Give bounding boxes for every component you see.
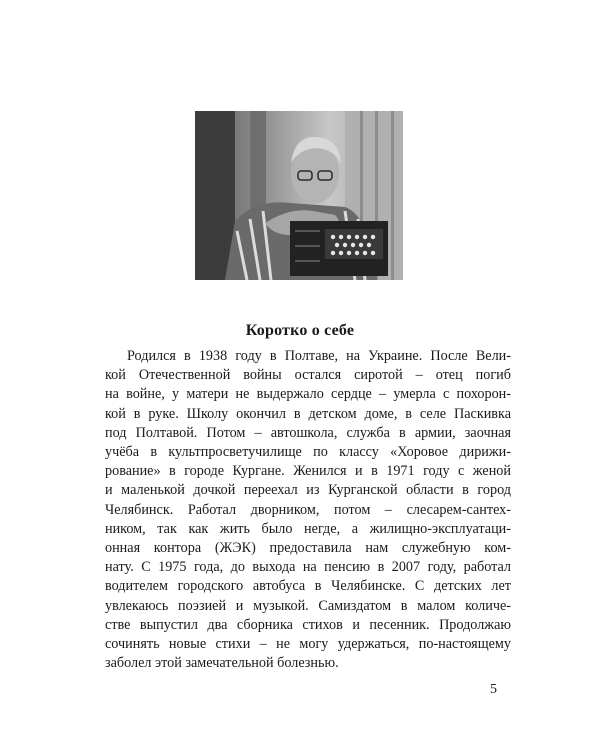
author-photo xyxy=(195,111,403,280)
biography-text xyxy=(105,347,511,673)
text-line: водителем городского автобуса в Челябинске. С детских лет xyxy=(105,578,511,595)
text-line: ником, так как жить было негде, а жилищно-эксплуатаци- xyxy=(105,520,511,537)
text-line: увлекаюсь поэзией и музыкой. Самиздатом в малом количе- xyxy=(105,597,511,614)
page-number: 5 xyxy=(490,682,497,697)
text-line: на войне, у матери не выдержало сердце – умерла с похорон- xyxy=(105,386,511,403)
text-line: стве выпустил два сборника стихов и песенник. Продолжаю xyxy=(105,616,511,633)
section-heading: Коротко о себе xyxy=(245,322,355,339)
text-line: Челябинск. Работал дворником, потом – слесарем-сантех- xyxy=(105,501,511,518)
text-line: кой в руке. Школу окончил в детском доме, в селе Паскивка xyxy=(105,405,511,422)
text-line: и маленькой дочкой переехал из Курганской области в город xyxy=(105,482,511,499)
text-line: под Полтавой. Потом – автошкола, служба в армии, заочная xyxy=(105,424,511,441)
text-line: учёба в культпросветучилище по классу «Хоровое дирижи- xyxy=(105,444,511,461)
text-line: Родился в 1938 году в Полтаве, на Украине. После Вели- xyxy=(127,348,511,364)
text-line: нату. С 1975 года, до выхода на пенсию в 2007 году, работал xyxy=(105,559,511,576)
text-line: онная контора (ЖЭК) предоставила нам служебную ком- xyxy=(105,540,511,557)
text-line: заболел этой замечательной болезнью. xyxy=(105,655,339,672)
text-line: рование» в городе Кургане. Женился и в 1971 году с женой xyxy=(105,463,511,480)
text-line: кой Отечественной войны остался сиротой – отец погиб xyxy=(105,367,511,384)
text-line: сочинять новые стихи – не могу удержаться, по-настоящему xyxy=(105,636,511,653)
